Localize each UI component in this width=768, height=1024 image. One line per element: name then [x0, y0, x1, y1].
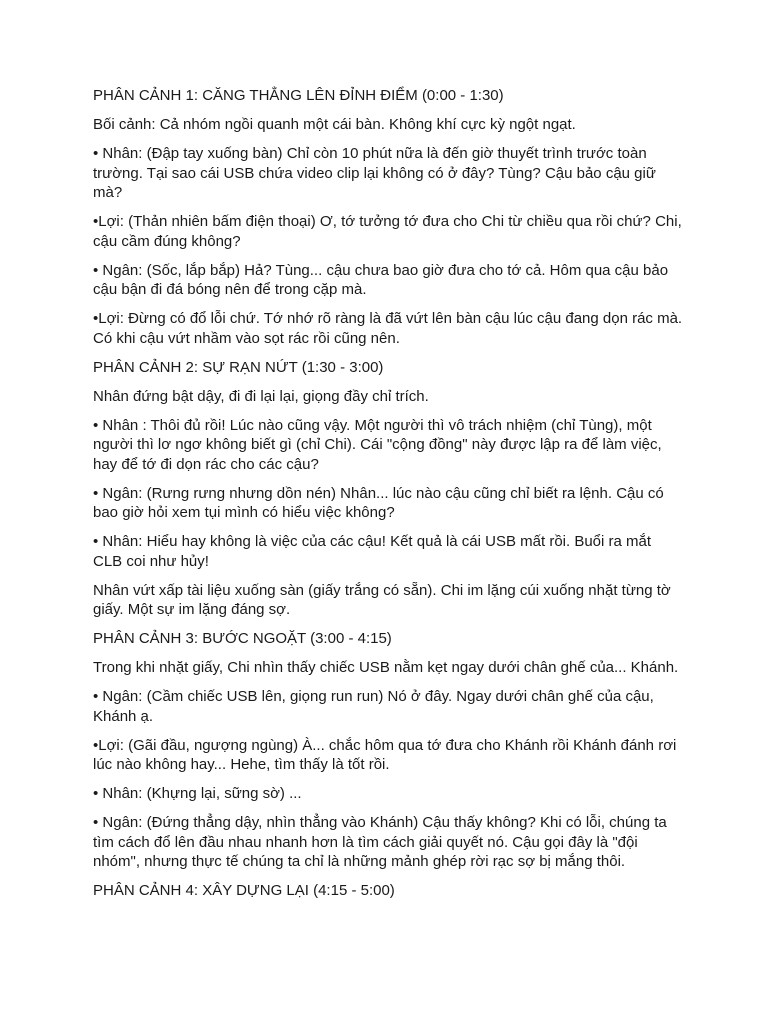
dialogue-line: • Ngân: (Đứng thẳng dậy, nhìn thẳng vào Khánh) Cậu thấy không? Khi có lỗi, chúng ta tìm cách đổ lên đầu nhau nhanh hơn là tìm cách giải quyết nó. Cậu gọi đây là "đội nhóm", nhưng thực tế chúng ta chỉ là những mảnh ghép rời rạc sợ bị mắng thôi.	[93, 814, 667, 870]
scene-3-heading: PHÂN CẢNH 3: BƯỚC NGOẶT (3:00 - 4:15)	[93, 630, 392, 647]
dialogue-line: • Nhân : Thôi đủ rồi! Lúc nào cũng vậy. Một người thì vô trách nhiệm (chỉ Tùng), một người thì lơ ngơ không biết gì (chỉ Chi). Cái "cộng đồng" này được lập ra để làm việc, hay để tớ đi dọn rác cho các cậu?	[93, 416, 662, 473]
scene-1-setting: Bối cảnh: Cả nhóm ngồi quanh một cái bàn. Không khí cực kỳ ngột ngạt.	[93, 116, 576, 133]
scene-4-heading: PHÂN CẢNH 4: XÂY DỰNG LẠI (4:15 - 5:00)	[93, 882, 395, 899]
document-body	[93, 86, 683, 910]
stage-direction: Nhân vứt xấp tài liệu xuống sàn (giấy trắng có sẵn). Chi im lặng cúi xuống nhặt từng tờ giấy. Một sự im lặng đáng sợ.	[93, 581, 671, 618]
dialogue-line: •Lợi: (Thản nhiên bấm điện thoại) Ơ, tớ tưởng tớ đưa cho Chi từ chiều qua rồi chứ? Chi, cậu cầm đúng không?	[93, 213, 682, 250]
stage-direction: Nhân đứng bật dậy, đi đi lại lại, giọng đầy chỉ trích.	[93, 387, 429, 405]
stage-direction: Trong khi nhặt giấy, Chi nhìn thấy chiếc USB nằm kẹt ngay dưới chân ghế của... Khánh.	[93, 659, 679, 676]
scene-2-heading: PHÂN CẢNH 2: SỰ RẠN NỨT (1:30 - 3:00)	[93, 358, 384, 376]
dialogue-line: • Ngân: (Rưng rưng nhưng dồn nén) Nhân... lúc nào cậu cũng chỉ biết ra lệnh. Cậu có bao giờ hỏi xem tụi mình có hiểu việc không?	[93, 484, 664, 521]
dialogue-line: •Lợi: (Gãi đầu, ngượng ngùng) À... chắc hôm qua tớ đưa cho Khánh rồi Khánh đánh rơi lúc nào không hay... Hehe, tìm thấy là tốt rồi.	[93, 736, 677, 773]
dialogue-line: • Nhân: Hiểu hay không là việc của các cậu! Kết quả là cái USB mất rồi. Buổi ra mắt CLB coi như hủy!	[93, 533, 652, 570]
dialogue-line: • Nhân: (Khựng lại, sững sờ) ...	[93, 785, 302, 802]
dialogue-line: • Ngân: (Cầm chiếc USB lên, giọng run run) Nó ở đây. Ngay dưới chân ghế của cậu, Khánh ạ.	[93, 688, 654, 725]
dialogue-line: • Ngân: (Sốc, lắp bắp) Hả? Tùng... cậu chưa bao giờ đưa cho tớ cả. Hôm qua cậu bảo cậu bận đi đá bóng nên để trong cặp mà.	[93, 261, 669, 298]
dialogue-line: •Lợi: Đừng có đổ lỗi chứ. Tớ nhớ rõ ràng là đã vứt lên bàn cậu lúc cậu đang dọn rác mà. Có khi cậu vứt nhầm vào sọt rác rồi cũng nên.	[93, 310, 683, 347]
scene-1-heading: PHÂN CẢNH 1: CĂNG THẲNG LÊN ĐỈNH ĐIỂM (0:00 - 1:30)	[93, 87, 504, 104]
dialogue-line: • Nhân: (Đập tay xuống bàn) Chỉ còn 10 phút nữa là đến giờ thuyết trình trước toàn trường. Tại sao cái USB chứa video clip lại không có ở đây? Tùng? Cậu bảo cậu giữ mà?	[93, 145, 656, 201]
